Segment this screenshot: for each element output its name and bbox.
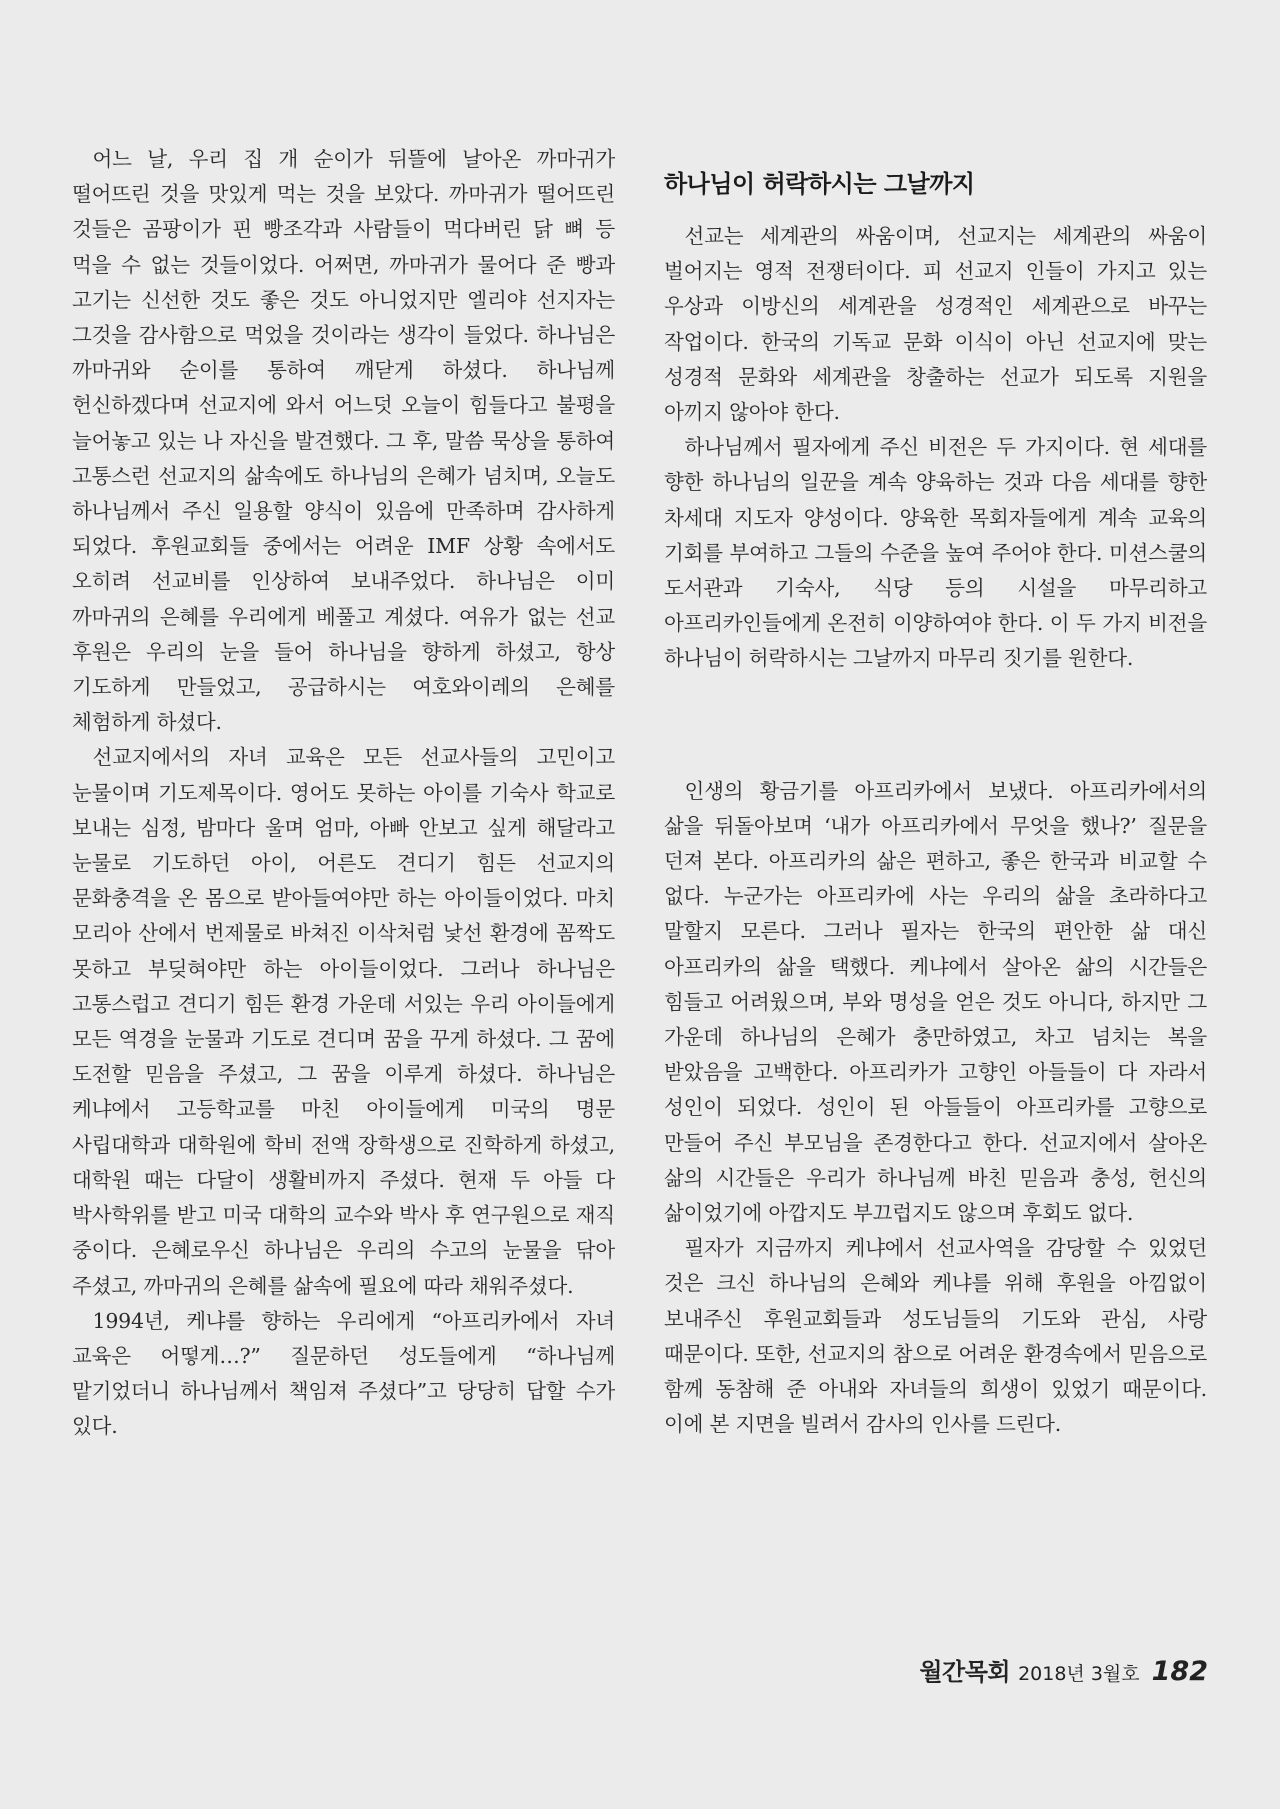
body-paragraph: 선교는 세계관의 싸움이며, 선교지는 세계관의 싸움이 벌어지는 영적 전쟁터이다. 피 선교지 인들이 가지고 있는 우상과 이방신의 세계관을 성경적인 세계관으로 바꾸는 작업이다. 한국의 기독교 문화 이식이 아닌 선교지에 맞는 성경적 문화와 세계관을 창출하는 선교가 되도록 지원을 아끼지 않아야 한다. bbox=[664, 224, 1207, 425]
body-paragraph: 하나님께서 필자에게 주신 비전은 두 가지이다. 현 세대를 향한 하나님의 일꾼을 계속 양육하는 것과 다음 세대를 향한 차세대 지도자 양성이다. 양육한 목회자들에게 계속 교육의 기회를 부여하고 그들의 수준을 높여 주어야 한다. 미션스쿨의 도서관과 기숙사, 식당 등의 시설을 마무리하고 아프리카인들에게 온전히 이양하여야 한다. 이 두 가지 비전을 하나님이 허락하시는 그날까지 마무리 짓기를 원한다. bbox=[664, 435, 1207, 671]
page-number: 182 bbox=[1151, 1656, 1208, 1687]
body-paragraph: 1994년, 케냐를 향하는 우리에게 “아프리카에서 자녀 교육은 어떻게…?” 질문하던 성도들에게 “하나님께 맡기었더니 하나님께서 책임져 주셨다”고 당당히 답할 수가 있다. bbox=[72, 1308, 615, 1439]
body-paragraph: 선교지에서의 자녀 교육은 모든 선교사들의 고민이고 눈물이며 기도제목이다. 영어도 못하는 아이를 기숙사 학교로 보내는 심정, 밤마다 울며 엄마, 아빠 안보고 싶게 해달라고 눈물로 기도하던 아이, 어른도 견디기 힘든 선교지의 문화충격을 온 몸으로 받아들여야만 하는 아이들이었다. 마치 모리아 산에서 번제물로 바쳐진 이삭처럼 낯선 환경에 꼼짝도 못하고 부딪혀야만 하는 아이들이었다. 그러나 하나님은 고통스럽고 견디기 힘든 환경 가운데 서있는 우리 아이들에게 모든 역경을 눈물과 기도로 견디며 꿈을 꾸게 하셨다. 그 꿈에 도전할 믿음을 주셨고, 그 꿈을 이루게 하셨다. 하나님은 케냐에서 고등학교를 마친 아이들에게 미국의 명문 사립대학과 대학원에 학비 전액 장학생으로 진학하게 하셨고, 대학원 때는 다달이 생활비까지 주셨다. 현재 두 아들 다 박사학위를 받고 미국 대학의 교수와 박사 후 연구원으로 재직 중이다. 은혜로우신 하나님은 우리의 수고의 눈물을 닦아 주셨고, 까마귀의 은혜를 삶속에 필요에 따라 채워주셨다. bbox=[72, 745, 615, 1298]
left-column bbox=[72, 142, 615, 1445]
magazine-name: 월간목회 bbox=[919, 1658, 1011, 1686]
section-title: 하나님이 허락하시는 그날까지 bbox=[664, 170, 975, 198]
body-paragraph: 인생의 황금기를 아프리카에서 보냈다. 아프리카에서의 삶을 뒤돌아보며 ‘내가 아프리카에서 무엇을 했나?’ 질문을 던져 본다. 아프리카의 삶은 편하고, 좋은 한국과 비교할 수 없다. 누군가는 아프리카에 사는 우리의 삶을 초라하다고 말할지 모른다. 그러나 필자는 한국의 편안한 삶 대신 아프리카의 삶을 택했다. 케냐에서 살아온 삶의 시간들은 힘들고 어려웠으며, 부와 명성을 얻은 것도 아니다, 하지만 그 가운데 하나님의 은혜가 충만하였고, 차고 넘치는 복을 받았음을 고백한다. 아프리카가 고향인 아들들이 다 자라서 성인이 되었다. 성인이 된 아들들이 아프리카를 고향으로 만들어 주신 부모님을 존경한다고 한다. 선교지에서 살아온 삶의 시간들은 우리가 하나님께 바친 믿음과 충성, 헌신의 삶이었기에 아깝지도 부끄럽지도 않으며 후회도 없다. bbox=[664, 778, 1207, 1226]
issue-label: 2018년 3월호 bbox=[1018, 1663, 1140, 1685]
body-paragraph: 필자가 지금까지 케냐에서 선교사역을 감당할 수 있었던 것은 크신 하나님의 은혜와 케냐를 위해 후원을 아낌없이 보내주신 후원교회들과 성도님들의 기도와 관심, 사랑 때문이다. 또한, 선교지의 참으로 어려운 환경속에서 믿음으로 함께 동참해 준 아내와 자녀들의 희생이 있었기 때문이다. 이에 본 지면을 빌려서 감사의 인사를 드린다. bbox=[664, 1236, 1207, 1437]
section-spacer bbox=[664, 677, 1207, 774]
right-column bbox=[664, 142, 1207, 1443]
body-paragraph: 어느 날, 우리 집 개 순이가 뒤뜰에 날아온 까마귀가 떨어뜨린 것을 맛있게 먹는 것을 보았다. 까마귀가 떨어뜨린 것들은 곰팡이가 핀 빵조각과 사람들이 먹다버린 닭 뼈 등 먹을 수 없는 것들이었다. 어쩌면, 까마귀가 물어다 준 빵과 고기는 신선한 것도 좋은 것도 아니었지만 엘리야 선지자는 그것을 감사함으로 먹었을 것이라는 생각이 들었다. 하나님은 까마귀와 순이를 통하여 깨닫게 하셨다. 하나님께 헌신하겠다며 선교지에 와서 어느덧 오늘이 힘들다고 불평을 늘어놓고 있는 나 자신을 발견했다. 그 후, 말씀 묵상을 통하여 고통스런 선교지의 삶속에도 하나님의 은혜가 넘치며, 오늘도 하나님께서 주신 일용할 양식이 있음에 만족하며 감사하게 되었다. 후원교회들 중에서는 어려운 IMF 상황 속에서도 오히려 선교비를 인상하여 보내주었다. 하나님은 이미 까마귀의 은혜를 우리에게 베풀고 계셨다. 여유가 없는 선교 후원은 우리의 눈을 들어 하나님을 향하게 하셨고, 항상 기도하게 만들었고, 공급하시는 여호와이레의 은혜를 체험하게 하셨다. bbox=[72, 147, 615, 735]
page-footer bbox=[919, 1652, 1208, 1687]
